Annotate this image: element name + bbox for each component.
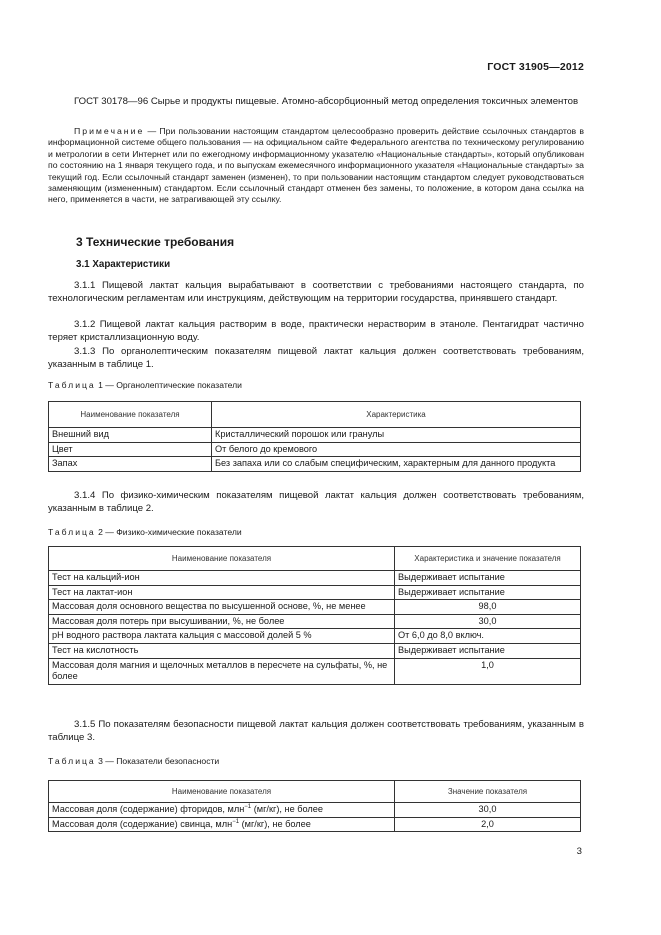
table-safety [48, 780, 581, 832]
column-header: Наименование показателя [49, 781, 395, 803]
table-physicochemical [48, 546, 581, 685]
table-header-row [49, 547, 581, 571]
subsection-title: 3.1 Характеристики [76, 259, 171, 270]
table-row: pH водного раствора лактата кальция с массовой долей 5 % От 6,0 до 8,0 включ. [49, 629, 581, 644]
table-header-row [49, 402, 581, 428]
table-row: Массовая доля (содержание) свинца, млн$^{-1}$ (мг/кг), не более 2,0 [49, 817, 581, 832]
section-title: 3 Технические требования [76, 235, 235, 249]
table2-label: Таблица [48, 527, 96, 537]
table-row: Тест на кальций-ион Выдерживает испытание [49, 571, 581, 586]
table-row: Цвет От белого до кремового [49, 442, 581, 457]
table3-caption: Таблица 3 — Показатели безопасности [48, 756, 220, 766]
table-row: Тест на лактат-ион Выдерживает испытание [49, 585, 581, 600]
paragraph-3-1-4: 3.1.4 По физико-химическим показателям пищевой лактат кальция должен соответствовать требованиям, указанным в таблице 2. [48, 490, 584, 514]
note-text: — При пользовании настоящим стандартом целесообразно проверить действие ссылочных стандартов в информационной системе общего пользования — на официальном сайте Федерального агентства по техническому регулированию и метрологии в сети Интернет или по ежегодному информационному указателю «Национальные стандарты», который опубликован по состоянию на 1 января текущего года, и по выпускам ежемесячного информационного указателя «Национальные стандарты» за текущий год. Если ссылочный стандарт заменен (изменен), то при пользовании настоящим стандартом следует руководствоваться заменяющим (измененным) стандартом. Если ссылочный стандарт отменен без замены, то положение, в котором дана ссылка на него, применяется в части, не затрагивающей эту ссылку. [48, 126, 584, 205]
column-header: Наименование показателя [49, 547, 395, 571]
note-label: Примечание [74, 126, 145, 136]
table-row: Массовая доля потерь при высушивании, %, не более 30,0 [49, 614, 581, 629]
table3-label: Таблица [48, 756, 96, 766]
table-row: Внешний вид Кристаллический порошок или гранулы [49, 428, 581, 443]
column-header: Наименование показателя [49, 402, 212, 428]
paragraph-3-1-2: 3.1.2 Пищевой лактат кальция растворим в воде, практически нерастворим в этаноле. Пентагидрат частично теряет кристаллизационную воду. [48, 319, 584, 343]
table-row: Массовая доля магния и щелочных металлов в пересчете на сульфаты, %, не более 1,0 [49, 658, 581, 684]
paragraph-3-1-1: 3.1.1 Пищевой лактат кальция вырабатывают в соответствии с требованиями настоящего стандарта, по технологическим регламентам или инструкциям, действующим на территории государства, принявшего стандарт. [48, 280, 584, 304]
paragraph-3-1-3: 3.1.3 По органолептическим показателям пищевой лактат кальция должен соответствовать требованиям, указанным в таблице 1. [48, 346, 584, 370]
page-number: 3 [576, 846, 582, 857]
column-header: Характеристика и значение показателя [395, 547, 581, 571]
normative-reference: ГОСТ 30178—96 Сырье и продукты пищевые. Атомно-абсорбционный метод определения токсичных элементов [74, 96, 579, 107]
table-organoleptic [48, 401, 581, 472]
table1-label: Таблица [48, 380, 96, 390]
table-row: Массовая доля основного вещества по высушенной основе, %, не менее 98,0 [49, 600, 581, 615]
paragraph-3-1-5: 3.1.5 По показателям безопасности пищевой лактат кальция должен соответствовать требованиям, указанным в таблице 3. [48, 719, 584, 743]
note-paragraph [48, 126, 584, 206]
table-header-row [49, 781, 581, 803]
column-header: Характеристика [212, 402, 581, 428]
table-row: Тест на кислотность Выдерживает испытание [49, 643, 581, 658]
standard-header: ГОСТ 31905—2012 [487, 61, 584, 73]
column-header: Значение показателя [395, 781, 581, 803]
table2-caption: Таблица 2 — Физико-химические показатели [48, 527, 242, 537]
table-row: Массовая доля (содержание) фторидов, млн$^{-1}$ (мг/кг), не более 30,0 [49, 803, 581, 818]
table1-caption: Таблица 1 — Органолептические показатели [48, 380, 242, 390]
table-row: Запах Без запаха или со слабым специфическим, характерным для данного продукта [49, 457, 581, 472]
